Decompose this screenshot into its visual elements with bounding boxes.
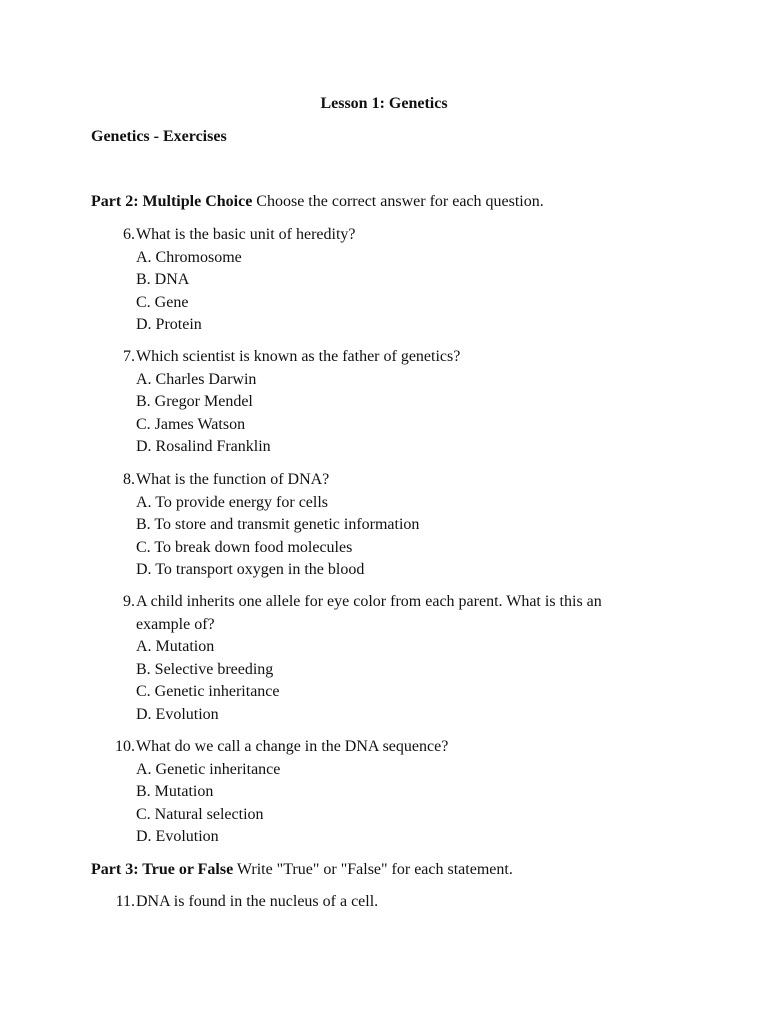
option-d: D. Evolution (136, 828, 219, 845)
question-number: 11. (115, 893, 135, 910)
question-9 (91, 591, 691, 726)
option-a: A. Chromosome (136, 248, 242, 266)
question-text: A child inherits one allele for eye color from each parent. What is this an (136, 593, 602, 610)
question-number: 8. (123, 471, 135, 488)
option-c: C. To break down food molecules (136, 538, 353, 556)
question-11 (91, 891, 691, 914)
option-d: D. Protein (136, 316, 202, 333)
question-number: 7. (123, 348, 135, 365)
part-3-heading-bold: Part 3: True or False (91, 861, 234, 878)
option-b: B. Mutation (136, 783, 214, 800)
question-10 (91, 736, 691, 849)
option-b: B. DNA (136, 271, 190, 288)
part-2-heading-bold: Part 2: Multiple Choice (91, 193, 253, 210)
option-a: A. To provide energy for cells (136, 493, 329, 511)
option-a: A. Genetic inheritance (136, 760, 281, 778)
question-text: Which scientist is known as the father of genetics? (136, 348, 461, 365)
question-number: 6. (123, 226, 135, 243)
part-3-heading (91, 859, 513, 881)
question-8 (91, 469, 691, 582)
lesson-title: Lesson 1: Genetics (320, 95, 448, 112)
question-number: 9. (123, 593, 135, 610)
question-number: 10. (115, 738, 135, 755)
option-d: D. To transport oxygen in the blood (136, 561, 365, 578)
question-text: What is the basic unit of heredity? (136, 226, 356, 243)
question-text: DNA is found in the nucleus of a cell. (136, 893, 379, 910)
option-d: D. Evolution (136, 705, 219, 723)
question-6 (91, 224, 691, 337)
option-c: C. Natural selection (136, 805, 264, 823)
option-c: C. James Watson (136, 415, 246, 433)
exercises-subtitle: Genetics - Exercises (91, 128, 227, 145)
part-3-instructions: Write "True" or "False" for each statement. (233, 861, 513, 878)
option-c: C. Genetic inheritance (136, 683, 280, 700)
question-7 (91, 346, 691, 459)
part-2-instructions: Choose the correct answer for each question. (252, 193, 544, 210)
option-c: C. Gene (136, 293, 189, 311)
option-a: A. Charles Darwin (136, 370, 257, 388)
option-d: D. Rosalind Franklin (136, 438, 271, 455)
question-text: What do we call a change in the DNA sequence? (136, 738, 449, 755)
option-a: A. Mutation (136, 638, 215, 655)
option-b: B. Gregor Mendel (136, 393, 253, 410)
option-b: B. To store and transmit genetic information (136, 516, 420, 533)
option-b: B. Selective breeding (136, 660, 274, 678)
part-2-heading (91, 191, 544, 213)
question-text: What is the function of DNA? (136, 471, 330, 488)
question-text-continued: example of? (136, 615, 215, 633)
